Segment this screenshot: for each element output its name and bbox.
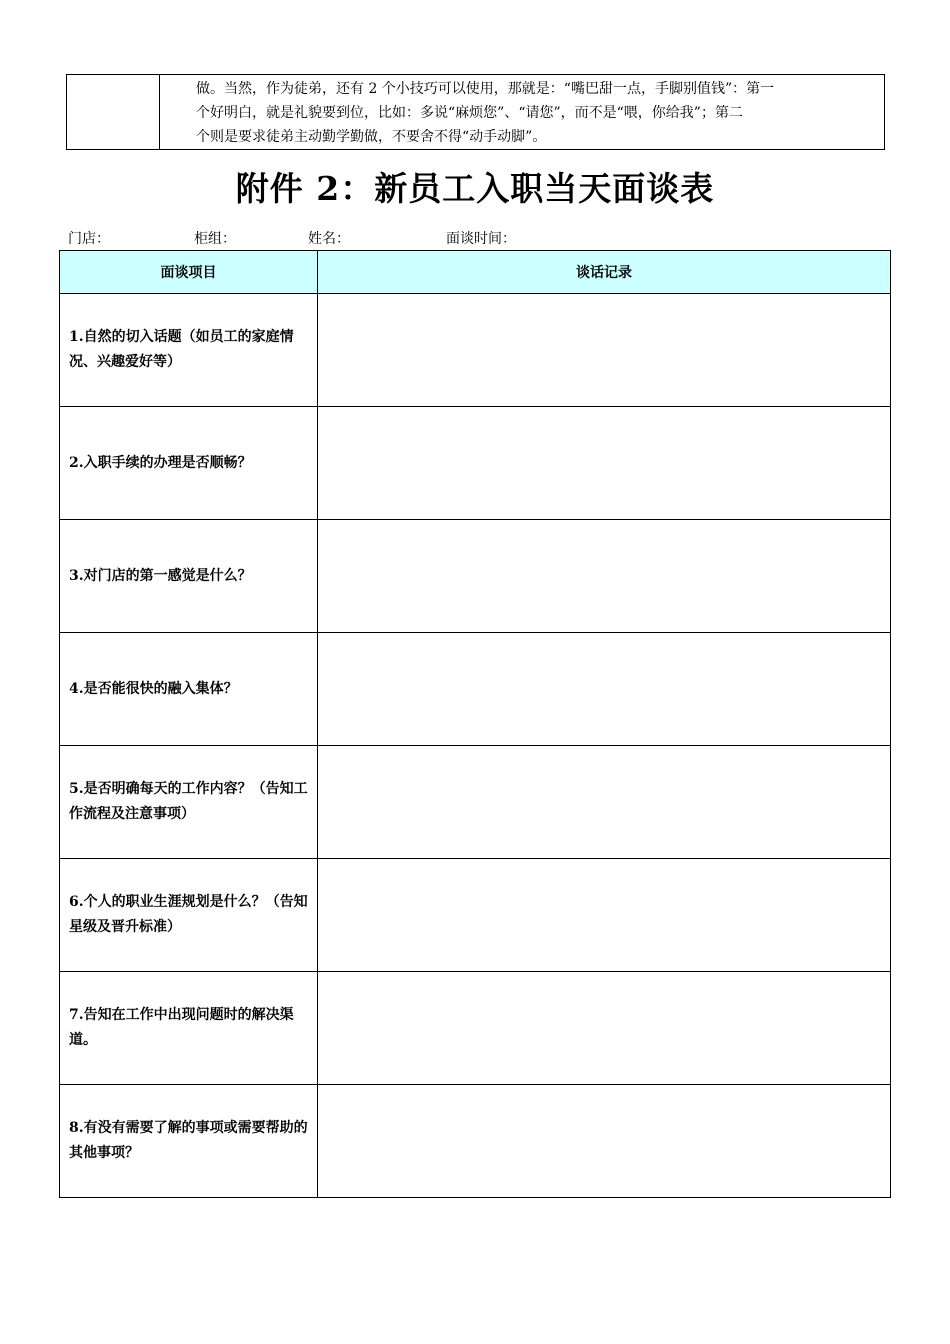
record-cell[interactable] [318,633,890,745]
interview-item-text: 3.对门店的第一感觉是什么？ [69,567,252,584]
interview-item-text: 1.自然的切入话题（如员工的家庭情况、兴趣爱好等） [69,329,294,370]
interview-time-label: 面谈时间： [446,231,516,247]
table-row [60,406,890,519]
table-row [60,1084,890,1197]
continuation-line: 个则是要求徒弟主动勤学勤做，不要舍不得“动手动脚”。 [196,129,547,145]
interview-item-text: 6.个人的职业生涯规划是什么？（告知星级及晋升标准） [69,894,308,935]
interview-meta-line [68,228,888,248]
interview-item-text: 2.入职手续的办理是否顺畅？ [69,454,252,471]
record-cell[interactable] [318,1085,890,1197]
table-row [60,745,890,858]
record-cell[interactable] [318,294,890,406]
previous-table-text-cell [160,75,884,149]
interview-item-cell [60,859,318,971]
record-text[interactable] [318,746,890,858]
interview-item-text: 8.有没有需要了解的事项或需要帮助的其他事项？ [69,1120,308,1161]
record-cell[interactable] [318,407,890,519]
record-cell[interactable] [318,859,890,971]
table-row [60,858,890,971]
interview-item-text: 7.告知在工作中出现问题时的解决渠道。 [69,1007,294,1048]
record-text[interactable] [318,972,890,1084]
record-text[interactable] [318,1085,890,1197]
interview-item-cell [60,520,318,632]
store-label: 门店： [68,231,110,247]
continuation-line: 做。当然，作为徒弟，还有 2 个小技巧可以使用，那就是：“嘴巴甜一点，手脚别值钱”：第一 [196,81,775,97]
table-row [60,293,890,406]
table-header-row [60,251,890,293]
interview-item-text: 5.是否明确每天的工作内容？（告知工作流程及注意事项） [69,781,308,822]
interview-item-cell [60,1085,318,1197]
header-interview-item: 面谈项目 [60,251,318,293]
table-row [60,519,890,632]
interview-item-cell [60,407,318,519]
record-text[interactable] [318,859,890,971]
continuation-line: 个好明白，就是礼貌要到位，比如：多说“麻烦您”、“请您”，而不是“喂，你给我”；第二 [196,105,743,121]
interview-item-cell [60,746,318,858]
interview-form-table [59,250,891,1198]
interview-item-text: 4.是否能很快的融入集体？ [69,680,238,697]
previous-page-table [66,74,885,150]
record-text[interactable] [318,520,890,632]
record-cell[interactable] [318,746,890,858]
table-row [60,632,890,745]
counter-label: 柜组： [194,231,236,247]
header-conversation-record: 谈话记录 [576,265,632,281]
record-cell[interactable] [318,972,890,1084]
table-row [60,971,890,1084]
record-text[interactable] [318,294,890,406]
name-label: 姓名： [308,231,350,247]
record-text[interactable] [318,407,890,519]
interview-item-cell [60,972,318,1084]
previous-table-left-cell [67,75,160,149]
record-text[interactable] [318,633,890,745]
record-cell[interactable] [318,520,890,632]
interview-item-cell [60,294,318,406]
interview-item-cell [60,633,318,745]
page-title: 附件 2：新员工入职当天面谈表 [235,169,715,208]
